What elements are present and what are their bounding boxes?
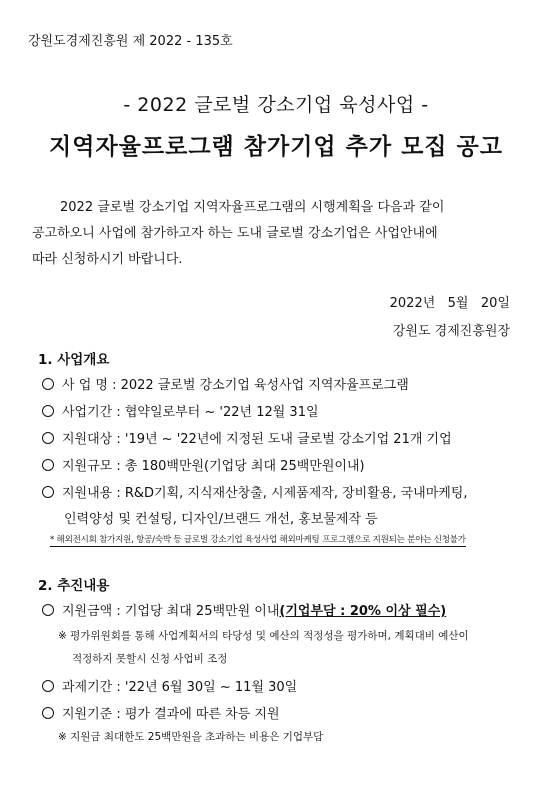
details-item — [42, 676, 297, 695]
overview-item-text: 지원대상 : '19년 ~ '22년에 지정된 도내 글로벌 강소기업 21개 기업 — [62, 432, 452, 447]
details-item-text: 지원금액 : 기업당 최대 25백만원 이내 — [62, 604, 280, 619]
circle-bullet-icon — [42, 486, 54, 498]
intro-paragraph — [32, 195, 516, 273]
details-item — [42, 703, 280, 722]
section-heading-overview: 1. 사업개요 — [38, 352, 110, 368]
details-item-text: 지원기준 : 평가 결과에 따른 차등 지원 — [62, 707, 280, 722]
document-number: 강원도경제진흥원 제 2022 - 135호 — [28, 34, 233, 49]
page-title: 지역자율프로그램 참가기업 추가 모집 공고 — [49, 133, 503, 160]
details-note-continuation: 적정하지 못할시 신청 사업비 조정 — [72, 653, 228, 665]
overview-item-text: 지원내용 : R&D기획, 지식재산창출, 시제품제작, 장비활용, 국내마케팅, — [62, 486, 468, 501]
circle-bullet-icon — [42, 604, 54, 616]
overview-item — [42, 482, 468, 501]
company-burden-emphasis: (기업부담 : 20% 이상 필수) — [279, 604, 447, 619]
circle-bullet-icon — [42, 459, 54, 471]
circle-bullet-icon — [42, 405, 54, 417]
overview-item-text: 사 업 명 : 2022 글로벌 강소기업 육성사업 지역자율프로그램 — [62, 378, 409, 393]
issuer-name: 강원도 경제진흥원장 — [392, 324, 510, 339]
details-item — [42, 600, 446, 619]
overview-footnote: * 해외전시회 참가지원, 항공/숙박 등 글로벌 강소기업 육성사업 해외마케팅 프로그램으로 지원되는 분야는 신청불가 — [50, 535, 466, 545]
circle-bullet-icon — [42, 432, 54, 444]
intro-line: 공고하오니 사업에 참가하고자 하는 도내 글로벌 강소기업은 사업안내에 — [32, 226, 438, 241]
details-item-text: 과제기간 : '22년 6월 30일 ~ 11월 30일 — [62, 680, 298, 695]
overview-item — [42, 455, 365, 474]
section-heading-details: 2. 추진내용 — [38, 578, 110, 594]
details-note: ※ 지원금 최대한도 25백만원을 초과하는 비용은 기업부담 — [58, 731, 324, 743]
circle-bullet-icon — [42, 378, 54, 390]
intro-line: 따라 신청하시기 바랍니다. — [32, 252, 183, 267]
overview-item — [42, 401, 319, 420]
details-note: ※ 평가위원회를 통해 사업계획서의 타당성 및 예산의 적정성을 평가하며, 계획대비 예산이 — [58, 630, 469, 642]
title-subtitle: - 2022 글로벌 강소기업 육성사업 - — [123, 94, 429, 116]
overview-item — [42, 428, 452, 447]
circle-bullet-icon — [42, 707, 54, 719]
overview-item-text: 지원규모 : 총 180백만원(기업당 최대 25백만원이내) — [62, 459, 365, 474]
announcement-date: 2022년 5월 20일 — [389, 296, 510, 311]
circle-bullet-icon — [42, 680, 54, 692]
intro-line: 2022 글로벌 강소기업 지역자율프로그램의 시행계획을 다음과 같이 — [60, 200, 445, 215]
overview-item-text: 사업기간 : 협약일로부터 ~ '22년 12월 31일 — [62, 405, 319, 420]
overview-item — [42, 374, 409, 393]
overview-item-continuation: 인력양성 및 컨설팅, 디자인/브랜드 개선, 홍보물제작 등 — [64, 512, 378, 527]
